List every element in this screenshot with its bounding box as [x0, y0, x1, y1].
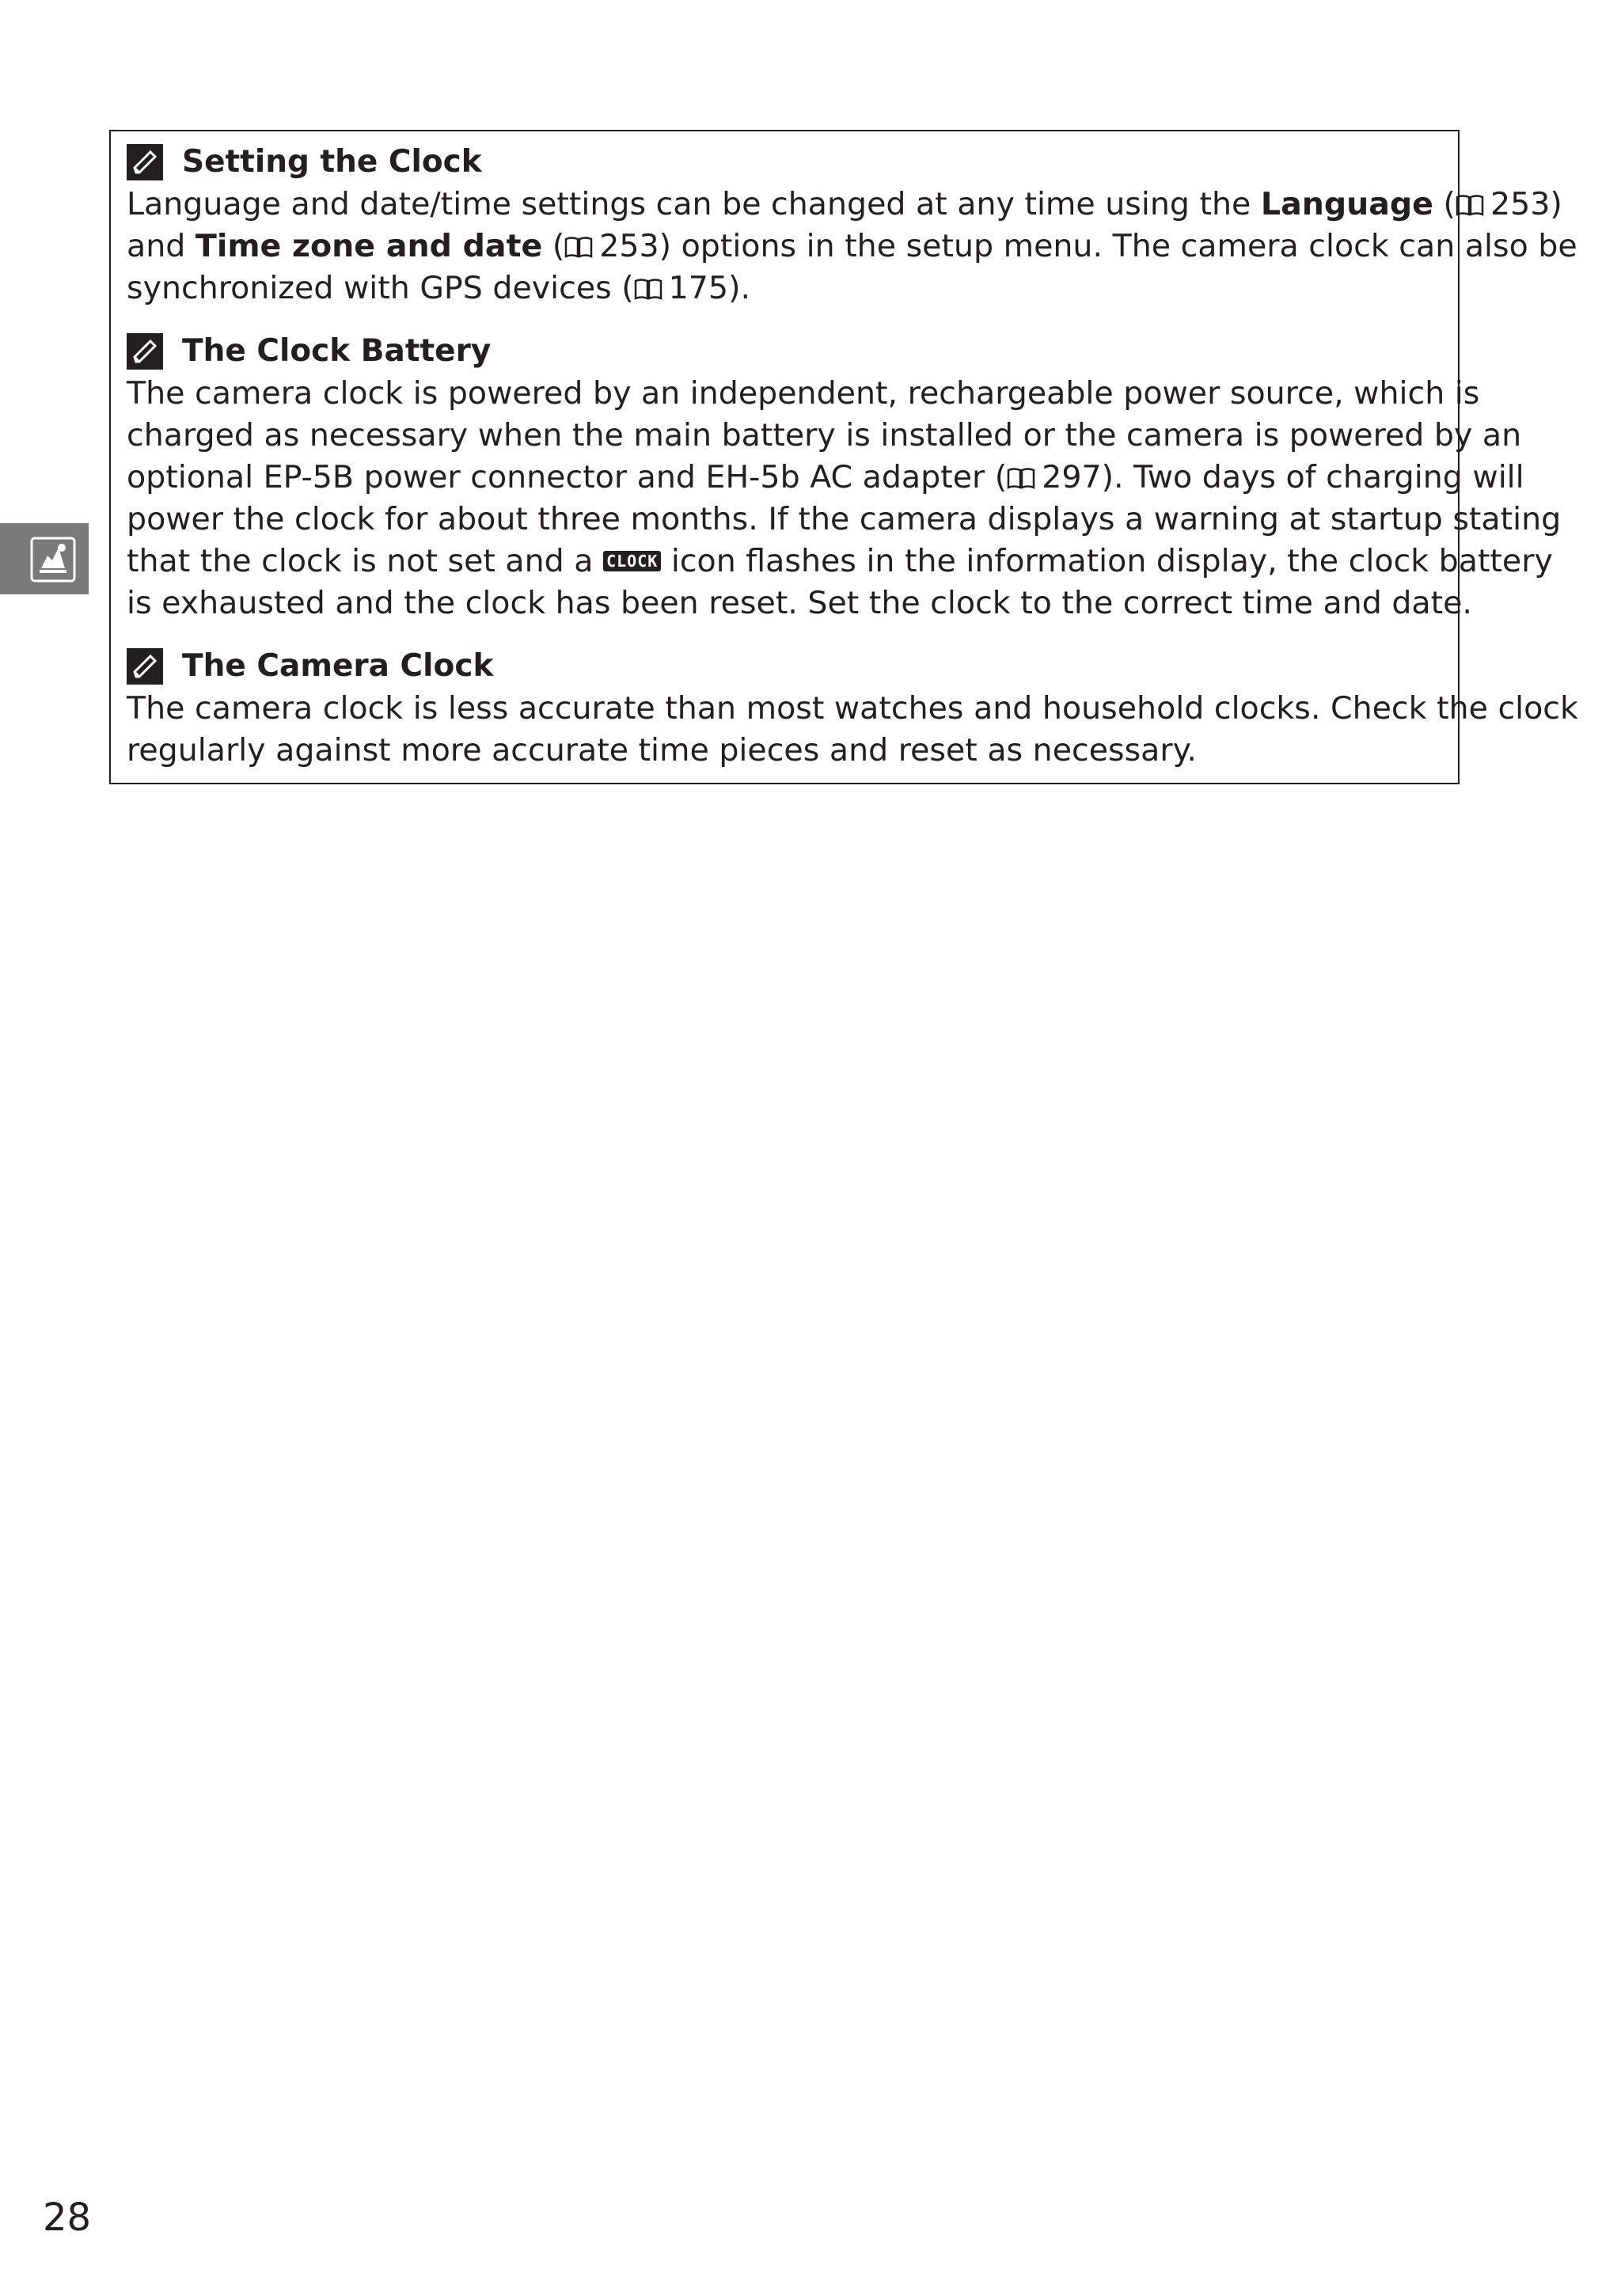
text-segment: Language and date/time settings can be changed at any time using the [127, 186, 1261, 222]
book-reference-icon [564, 235, 593, 259]
book-reference-icon [634, 277, 662, 301]
text-segment: power the clock for about three months. If the camera displays a warning at startup stating [127, 501, 1562, 537]
note-text-line [127, 730, 1458, 772]
note-text-line [127, 688, 1578, 730]
note-section [127, 141, 1577, 309]
text-segment: 175). [668, 270, 751, 306]
note-text-line [127, 583, 1472, 624]
text-segment: ( [542, 228, 565, 264]
note-text-line [127, 373, 1480, 415]
text-segment: that the clock is not set and a [127, 543, 604, 579]
text-segment: 297). Two days of charging will [1042, 459, 1524, 495]
text-segment: icon flashes in the information display, the clock battery [661, 543, 1553, 579]
pencil-note-icon [127, 333, 163, 370]
setup-section-tab [0, 523, 89, 594]
text-segment: The camera clock is powered by an independent, rechargeable power source, which is [127, 375, 1480, 412]
pencil-note-icon [127, 144, 163, 180]
note-heading [127, 141, 1458, 184]
text-segment: 253) [1490, 186, 1562, 222]
text-segment: 253) options in the setup menu. The camera clock can also be [599, 228, 1577, 264]
book-reference-icon [1007, 466, 1035, 490]
text-segment: charged as necessary when the main battery is installed or the camera is powered by an [127, 417, 1522, 454]
notes-box [109, 130, 1578, 784]
text-segment: and [127, 228, 196, 264]
note-heading [127, 330, 1458, 373]
menu-item-name: Time zone and date [195, 228, 543, 264]
note-section [127, 645, 1578, 772]
text-segment: regularly against more accurate time pieces and reset as necessary. [127, 732, 1197, 768]
text-segment: is exhausted and the clock has been reset. Set the clock to the correct time and date. [127, 585, 1472, 621]
note-heading [127, 645, 1458, 688]
text-segment: synchronized with GPS devices ( [127, 270, 634, 306]
note-text-line [127, 457, 1524, 499]
note-heading-text: Setting the Clock [182, 144, 482, 180]
page-number: 28 [43, 2195, 92, 2240]
menu-item-name: Language [1260, 186, 1433, 222]
note-heading-text: The Camera Clock [182, 648, 494, 684]
note-text-line [127, 499, 1562, 541]
note-text-line [127, 226, 1577, 268]
note-text-line [127, 268, 1458, 309]
text-segment: ( [1433, 186, 1456, 222]
clock-indicator-icon: CLOCK [603, 551, 661, 571]
text-segment: optional EP-5B power connector and EH-5b AC adapter ( [127, 459, 1008, 495]
text-segment: The camera clock is less accurate than most watches and household clocks. Check the clock [127, 690, 1578, 727]
note-text-line [127, 415, 1522, 457]
note-heading-text: The Clock Battery [182, 333, 492, 369]
setup-menu-icon [30, 537, 76, 583]
note-text-line [127, 184, 1562, 226]
book-reference-icon [1456, 193, 1484, 217]
pencil-note-icon [127, 648, 163, 685]
note-text-line [127, 541, 1553, 583]
note-section [127, 330, 1562, 624]
